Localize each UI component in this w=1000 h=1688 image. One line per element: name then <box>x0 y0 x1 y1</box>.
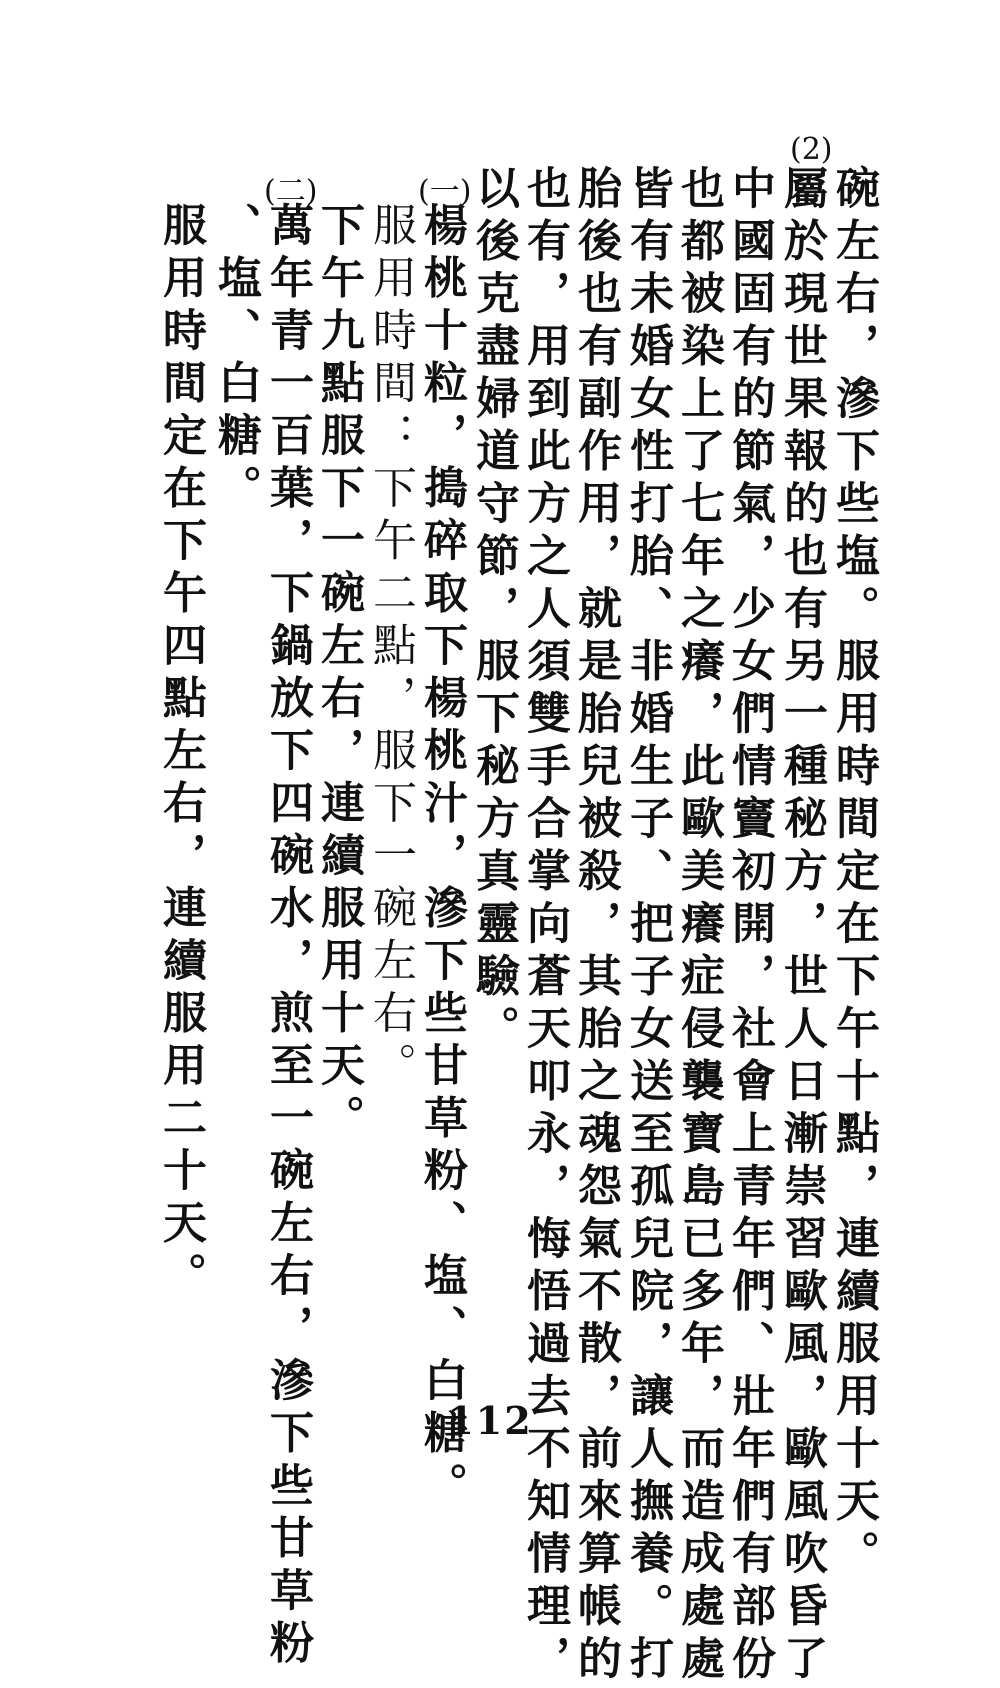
text-column: 下午九點服下一碗左右，連續服用十天。 <box>313 202 364 1147</box>
text-column: 以後克盡婦道守節，服下秘方真靈驗。 <box>468 165 519 1058</box>
text-column: 也都被染上了七年之癢，此歐美癢症侵襲寶島已多年，而造成處處 <box>673 165 724 1688</box>
subitem-marker-1: (一) <box>418 174 472 209</box>
text-column: 皆有未婚女性打胎、非婚生子、把子女送至孤兒院，讓人撫養。打 <box>622 165 673 1688</box>
text-column: 屬於現世果報的也有另一種秘方，世人日漸崇習歐風，歐風吹昏了 <box>776 165 827 1688</box>
text-column: 服用時間：下午二點，服下一碗左右。 <box>365 202 416 1095</box>
text-column: 服用時間定在下午四點左右，連續服用二十天。 <box>155 202 206 1305</box>
page-number: 112 <box>447 1398 533 1443</box>
item-marker-2: (2) <box>790 132 833 167</box>
text-column: 胎後也有副作用，就是胎兒被殺，其胎之魂怨氣不散，前來算帳的 <box>570 165 621 1688</box>
subitem-marker-2: (二) <box>264 174 318 209</box>
text-column: 碗左右，滲下些塩。服用時間定在下午十點，連續服用十天。 <box>828 165 879 1583</box>
text-column: 萬年青一百葉，下鍋放下四碗水，煎至一碗左右，滲下些甘草粉 <box>262 202 313 1672</box>
text-column: 、塩、白糖。 <box>210 202 261 517</box>
text-column: 也有，用到此方之人須雙手合掌向蒼天叩永，悔悟過去不知情理， <box>519 165 570 1688</box>
text-column: 楊桃十粒，搗碎取下楊桃汁，滲下些甘草粉、塩、白糖。 <box>416 202 467 1515</box>
text-column: 中國固有的節氣，少女們情竇初開，社會上青年們、壯年們有部份 <box>724 165 775 1688</box>
